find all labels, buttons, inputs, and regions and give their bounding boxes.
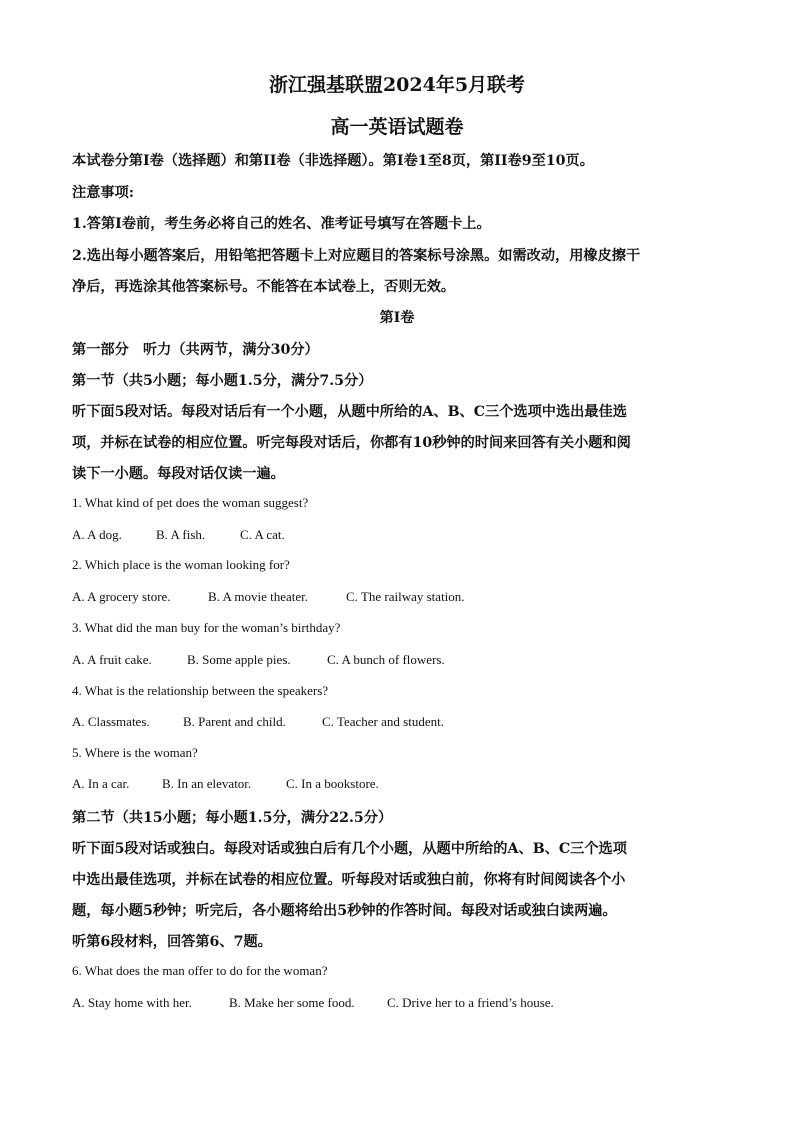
option-c: C. A cat.	[240, 527, 285, 542]
section1-instructions-line2: 项，并标在试卷的相应位置。听完每段对话后，你都有10秒钟的时间来回答有关小题和阅	[72, 435, 631, 451]
question-5: 5. Where is the woman?	[72, 745, 198, 760]
section2-instructions-line3: 题，每小题5秒钟；听完后，各小题将给出5秒钟的作答时间。每段对话或独白读两遍。	[72, 903, 617, 919]
question-5-options	[72, 776, 379, 792]
option-b: B. Parent and child.	[183, 714, 286, 729]
option-c: C. Drive her to a friend’s house.	[387, 995, 554, 1010]
section2-heading: 第二节（共15小题；每小题1.5分，满分22.5分）	[72, 810, 393, 826]
volume-heading: 第I卷	[379, 310, 415, 326]
question-2-options	[72, 589, 465, 605]
question-4: 4. What is the relationship between the speakers?	[72, 683, 329, 698]
intro-text: 本试卷分第I卷（选择题）和第II卷（非选择题）。第I卷1至8页，第II卷9至10页。	[72, 153, 594, 169]
option-c: C. The railway station.	[346, 589, 465, 604]
option-a: A. A dog.	[72, 527, 122, 542]
question-4-options	[72, 714, 444, 730]
section2-instructions-line2: 中选出最佳选项，并标在试卷的相应位置。听每段对话或独白前，你将有时间阅读各个小	[72, 872, 626, 888]
notice-item-2-line1: 2.选出每小题答案后，用铅笔把答题卡上对应题目的答案标号涂黑。如需改动，用橡皮擦干	[72, 248, 641, 264]
option-a: A. A fruit cake.	[72, 652, 152, 667]
option-c: C. A bunch of flowers.	[327, 652, 445, 667]
option-a: A. In a car.	[72, 776, 130, 791]
section1-heading: 第一节（共5小题；每小题1.5分，满分7.5分）	[72, 373, 373, 389]
notice-item-2-line2: 净后，再选涂其他答案标号。不能答在本试卷上，否则无效。	[72, 279, 456, 295]
section1-instructions-line1: 听下面5段对话。每段对话后有一个小题，从题中所给的A、B、C三个选项中选出最佳选	[72, 404, 627, 420]
option-b: B. Some apple pies.	[187, 652, 291, 667]
option-a: A. Classmates.	[72, 714, 150, 729]
option-a: A. A grocery store.	[72, 589, 171, 604]
option-c: C. In a bookstore.	[286, 776, 379, 791]
exam-title: 浙江强基联盟2024年5月联考	[268, 74, 526, 96]
question-6-options	[72, 995, 554, 1011]
question-6: 6. What does the man offer to do for the woman?	[72, 963, 328, 978]
part1-heading: 第一部分 听力（共两节，满分30分）	[72, 342, 319, 358]
notice-item-1: 1.答第I卷前，考生务必将自己的姓名、准考证号填写在答题卡上。	[72, 216, 491, 232]
section2-instructions-line1: 听下面5段对话或独白。每段对话或独白后有几个小题，从题中所给的A、B、C三个选项	[72, 841, 627, 857]
question-1: 1. What kind of pet does the woman suggest?	[72, 495, 309, 510]
exam-subtitle: 高一英语试题卷	[330, 116, 464, 138]
question-2: 2. Which place is the woman looking for?	[72, 557, 290, 572]
question-1-options	[72, 527, 285, 543]
question-3-options	[72, 652, 445, 668]
option-a: A. Stay home with her.	[72, 995, 192, 1010]
option-b: B. Make her some food.	[229, 995, 355, 1010]
section1-instructions-line3: 读下一小题。每段对话仅读一遍。	[72, 466, 285, 482]
option-c: C. Teacher and student.	[322, 714, 444, 729]
notice-heading: 注意事项:	[72, 185, 134, 201]
option-b: B. In an elevator.	[162, 776, 252, 791]
question-3: 3. What did the man buy for the woman’s birthday?	[72, 620, 341, 635]
option-b: B. A movie theater.	[208, 589, 309, 604]
option-b: B. A fish.	[156, 527, 206, 542]
material-6-heading: 听第6段材料，回答第6、7题。	[72, 934, 272, 950]
